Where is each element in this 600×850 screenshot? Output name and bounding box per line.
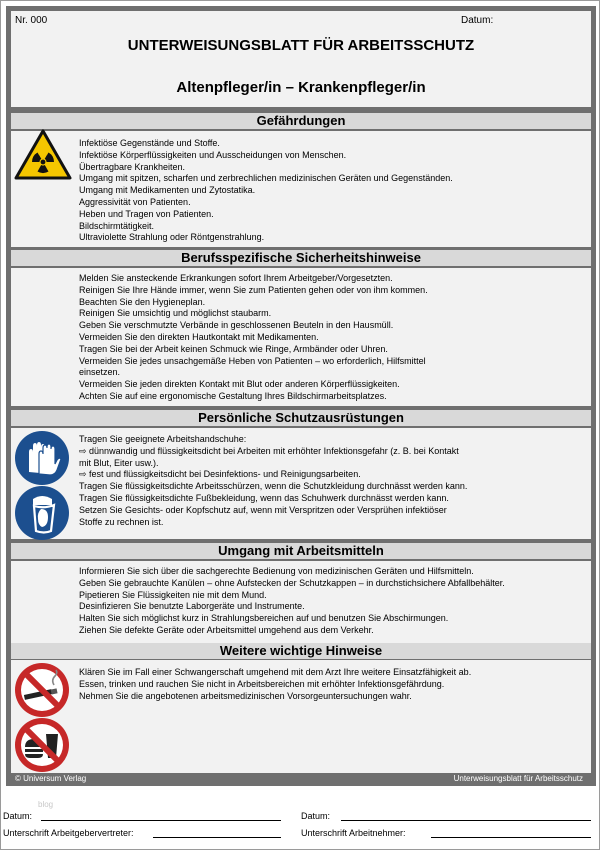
list-gefaehrdungen <box>79 138 453 244</box>
list-item: ⇨ fest und flüssigkeitsdicht bei Desinfektions- und Reinigungsarbeiten. <box>79 469 361 480</box>
section-heading-sicherheitshinweise: Berufsspezifische Sicherheitshinweise <box>11 250 591 266</box>
list-item: Umgang mit Medikamenten und Zytostatika. <box>79 185 256 196</box>
list-item: Ziehen Sie defekte Geräte oder Arbeitsmittel umgehend aus dem Verkehr. <box>79 624 374 635</box>
signature-date-label-right: Datum: <box>301 811 331 821</box>
signature-date-line-right[interactable] <box>341 820 591 821</box>
header <box>11 11 591 107</box>
signature-line-employer[interactable] <box>153 837 281 838</box>
section-heading-schutzausruestungen: Persönliche Schutzausrüstungen <box>11 410 591 426</box>
list-schutzausruestungen <box>79 434 467 528</box>
list-item: Pipetieren Sie Flüssigkeiten nie mit dem Mund. <box>79 589 267 600</box>
list-item: Infektiöse Gegenstände und Stoffe. <box>79 138 220 148</box>
radiation-warning-icon <box>14 129 72 181</box>
list-item: Klären Sie im Fall einer Schwangerschaft umgehend mit dem Arzt Ihre weitere Einsatzfähigkeit ab. <box>79 667 472 677</box>
signature-line-employee[interactable] <box>431 837 591 838</box>
list-item: Vermeiden Sie jedes unsachgemäße Heben von Patienten – wo erforderlich, Hilfsmittel <box>79 355 426 366</box>
section-sicherheitshinweise <box>11 268 591 406</box>
list-item: Tragen Sie geeignete Arbeitshandschuhe: <box>79 434 247 444</box>
section-gefaehrdungen <box>11 131 591 247</box>
list-item: Vermeiden Sie jeden direkten Kontakt mit Blut oder anderen Körperflüssigkeiten. <box>79 379 400 390</box>
list-item: Reinigen Sie umsichtig und möglichst staubarm. <box>79 308 272 319</box>
section-arbeitsmittel <box>11 561 591 643</box>
header-date-label: Datum: <box>461 15 494 26</box>
list-item: Übertragbare Krankheiten. <box>79 161 186 172</box>
list-item: Bildschirmtätigkeit. <box>79 220 155 231</box>
list-item: Vermeiden Sie den direkten Hautkontakt mit Medikamenten. <box>79 331 319 342</box>
list-item: einsetzen. <box>79 367 121 378</box>
list-item: Achten Sie auf eine ergonomische Gestaltung Ihres Bildschirmarbeitsplatzes. <box>79 390 387 401</box>
list-item: Desinfizieren Sie benutzte Laborgeräte und Instrumente. <box>79 601 305 612</box>
no-smoking-icon <box>14 662 70 718</box>
list-sicherheitshinweise <box>79 273 428 403</box>
list-item: Infektiöse Körperflüssigkeiten und Ausscheidungen von Menschen. <box>79 149 347 160</box>
signature-label-employee: Unterschrift Arbeitnehmer: <box>301 828 406 838</box>
list-item: Beachten Sie den Hygieneplan. <box>79 296 206 307</box>
list-item: Tragen Sie bei der Arbeit keinen Schmuck wie Ringe, Armbänder oder Uhren. <box>79 343 388 354</box>
watermark: blog <box>38 800 54 809</box>
document-number: Nr. 000 <box>15 15 48 26</box>
list-item: Tragen Sie flüssigkeitsdichte Fußbekleidung, wenn das Schuhwerk durchnässt werden kann. <box>79 492 449 503</box>
list-item: Ultraviolette Strahlung oder Röntgenstrahlung. <box>79 232 265 243</box>
list-item: mit Blut, Eiter usw.). <box>79 457 159 468</box>
list-item: Heben und Tragen von Patienten. <box>79 208 214 219</box>
list-item: Aggressivität von Patienten. <box>79 196 191 207</box>
list-item: Informieren Sie sich über die sachgerechte Bedienung von medizinischen Geräten und Hilfsmitteln. <box>79 566 474 576</box>
wear-gloves-icon <box>14 430 70 486</box>
list-item: Nehmen Sie die angebotenen arbeitsmedizinischen Vorsorgeuntersuchungen wahr. <box>79 690 412 701</box>
list-item: Geben Sie gebrauchte Kanülen – ohne Aufstecken der Schutzkappen – in durchstichsichere Abfallbehälter. <box>79 577 505 588</box>
list-item: Setzen Sie Gesichts- oder Kopfschutz auf, wenn mit Verspritzen oder Versprühen infektiöser <box>79 504 447 515</box>
list-item: ⇨ dünnwandig und flüssigkeitsdicht bei Arbeiten mit erhöhter Infektionsgefahr (z. B. bei Kontakt <box>79 445 459 456</box>
page-subtitle: Altenpfleger/in – Krankenpfleger/in <box>176 79 426 96</box>
signature-date-line-left[interactable] <box>41 820 281 821</box>
list-item: Melden Sie ansteckende Erkrankungen sofort Ihrem Arbeitgeber/Vorgesetzten. <box>79 273 393 283</box>
list-item: Geben Sie verschmutzte Verbände in geschlossenen Beuteln in den Hausmüll. <box>79 320 394 331</box>
wear-face-shield-icon <box>14 485 70 541</box>
section-heading-gefaehrdungen: Gefährdungen <box>11 113 591 129</box>
page-title: UNTERWEISUNGSBLATT FÜR ARBEITSSCHUTZ <box>127 37 475 54</box>
list-arbeitsmittel <box>79 566 505 637</box>
section-heading-hinweise: Weitere wichtige Hinweise <box>11 643 591 659</box>
section-hinweise <box>11 660 591 773</box>
section-heading-arbeitsmittel: Umgang mit Arbeitsmitteln <box>11 543 591 559</box>
publisher-credit: © Universum Verlag <box>15 774 87 783</box>
signature-label-employer: Unterschrift Arbeitgebervertreter: <box>3 828 134 838</box>
list-item: Reinigen Sie Ihre Hände immer, wenn Sie zum Patienten gehen oder von ihm kommen. <box>79 284 428 295</box>
signature-date-label-left: Datum: <box>3 811 33 821</box>
list-hinweise <box>79 667 471 702</box>
section-schutzausruestungen <box>11 428 591 539</box>
list-item: Tragen Sie flüssigkeitsdichte Arbeitsschürzen, wenn die Schutzkleidung durchnässt werden kann. <box>79 481 468 492</box>
document-name: Unterweisungsblatt für Arbeitsschutz <box>453 774 583 783</box>
list-item: Essen, trinken und rauchen Sie nicht in Arbeitsbereichen mit erhöhter Infektionsgefährdung. <box>79 678 445 689</box>
footer-bar <box>11 773 591 786</box>
list-item: Umgang mit spitzen, scharfen und zerbrechlichen medizinischen Geräten und Gegenständen. <box>79 173 453 184</box>
list-item: Halten Sie sich möglichst kurz in Strahlungsbereichen auf und benutzen Sie Abschirmungen. <box>79 613 449 624</box>
list-item: Stoffe zu rechnen ist. <box>79 516 164 527</box>
no-eating-drinking-icon <box>14 717 70 773</box>
